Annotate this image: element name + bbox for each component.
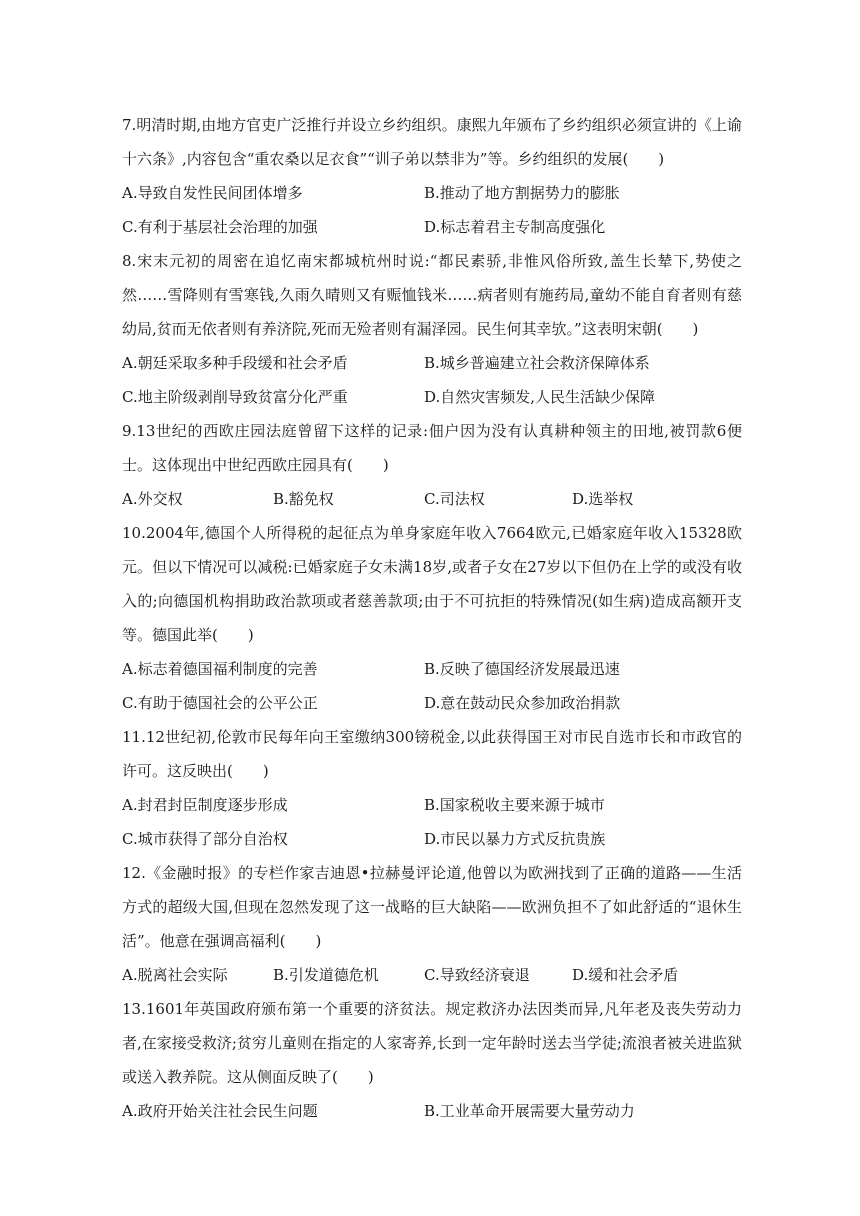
question-8-option-c[interactable]: C.地主阶级剥削导致贫富分化严重	[122, 388, 348, 406]
question-11-stem: 11.12世纪初,伦敦市民每年向王室缴纳300镑税金,以此获得国王对市民自选市长和市政官的许可。这反映出( )	[122, 728, 742, 780]
question-8-stem: 8.宋末元初的周密在追忆南宋都城杭州时说:“都民素骄,非惟风俗所致,盖生长辇下,势使之然……雪降则有雪寒钱,久雨久晴则又有赈恤钱米……病者则有施药局,童幼不能自育者则有慈幼局,贫而无依者则有养济院,死而无殓者则有漏泽园。民生何其幸欤。”这表明宋朝( )	[122, 252, 742, 338]
question-9-option-a[interactable]: A.外交权	[122, 490, 183, 508]
question-11-option-d[interactable]: D.市民以暴力方式反抗贵族	[424, 830, 606, 848]
question-8-options-row2	[122, 380, 742, 414]
question-8-option-b[interactable]: B.城乡普遍建立社会救济保障体系	[424, 354, 650, 372]
question-9-stem: 9.13世纪的西欧庄园法庭曾留下这样的记录:佃户因为没有认真耕种领主的田地,被罚款6便士。这体现出中世纪西欧庄园具有( )	[122, 422, 742, 474]
question-11-option-c[interactable]: C.城市获得了部分自治权	[122, 830, 288, 848]
question-7-option-b[interactable]: B.推动了地方割据势力的膨胀	[424, 184, 620, 202]
question-7-options	[122, 176, 742, 210]
question-9-option-d[interactable]: D.选举权	[572, 490, 634, 508]
question-10-stem: 10.2004年,德国个人所得税的起征点为单身家庭年收入7664欧元,已婚家庭年收入15328欧元。但以下情况可以减税:已婚家庭子女未满18岁,或者子女在27岁以下但仍在上学的或没有收入的;向德国机构捐助政治款项或者慈善款项;由于不可抗拒的特殊情况(如生病)造成高额开支等。德国此举( )	[122, 524, 742, 644]
question-8-option-d[interactable]: D.自然灾害频发,人民生活缺少保障	[424, 388, 656, 406]
question-13-options	[122, 1094, 742, 1128]
question-7-stem: 7.明清时期,由地方官吏广泛推行并设立乡约组织。康熙九年颁布了乡约组织必须宣讲的《上谕十六条》,内容包含“重农桑以足衣食”“训子弟以禁非为”等。乡约组织的发展( )	[122, 116, 742, 168]
question-12-options	[122, 958, 742, 992]
question-9-options	[122, 482, 742, 516]
question-10-option-b[interactable]: B.反映了德国经济发展最迅速	[424, 660, 620, 678]
question-9-option-c[interactable]: C.司法权	[424, 490, 485, 508]
question-10-option-d[interactable]: D.意在鼓动民众参加政治捐款	[424, 694, 621, 712]
question-8-option-a[interactable]: A.朝廷采取多种手段缓和社会矛盾	[122, 354, 348, 372]
question-10-option-c[interactable]: C.有助于德国社会的公平公正	[122, 694, 318, 712]
question-7-option-c[interactable]: C.有利于基层社会治理的加强	[122, 218, 318, 236]
question-13-option-a[interactable]: A.政府开始关注社会民生问题	[122, 1102, 318, 1120]
question-11-option-b[interactable]: B.国家税收主要来源于城市	[424, 796, 605, 814]
question-11-options	[122, 788, 742, 822]
question-10-options	[122, 652, 742, 686]
question-7-option-d[interactable]: D.标志着君主专制高度强化	[424, 218, 606, 236]
question-7-options-row2	[122, 210, 742, 244]
question-8-options	[122, 346, 742, 380]
question-13-option-b[interactable]: B.工业革命开展需要大量劳动力	[424, 1102, 635, 1120]
question-10-options-row2	[122, 686, 742, 720]
question-11-option-a[interactable]: A.封君封臣制度逐步形成	[122, 796, 288, 814]
question-12-option-a[interactable]: A.脱离社会实际	[122, 966, 228, 984]
question-9-option-b[interactable]: B.豁免权	[273, 490, 334, 508]
question-12-stem: 12.《金融时报》的专栏作家吉迪恩•拉赫曼评论道,他曾以为欧洲找到了正确的道路——生活方式的超级大国,但现在忽然发现了这一战略的巨大缺陷——欧洲负担不了如此舒适的“退休生活”。他意在强调高福利( )	[122, 864, 742, 950]
question-10-option-a[interactable]: A.标志着德国福利制度的完善	[122, 660, 318, 678]
question-11-options-row2	[122, 822, 742, 856]
question-12-option-c[interactable]: C.导致经济衰退	[424, 966, 530, 984]
question-7-option-a[interactable]: A.导致自发性民间团体增多	[122, 184, 303, 202]
question-13-stem: 13.1601年英国政府颁布第一个重要的济贫法。规定救济办法因类而异,凡年老及丧失劳动力者,在家接受救济;贫穷儿童则在指定的人家寄养,长到一定年龄时送去当学徒;流浪者被关进监狱或送入教养院。这从侧面反映了( )	[122, 1000, 742, 1086]
question-12-option-b[interactable]: B.引发道德危机	[273, 966, 379, 984]
question-12-option-d[interactable]: D.缓和社会矛盾	[572, 966, 679, 984]
